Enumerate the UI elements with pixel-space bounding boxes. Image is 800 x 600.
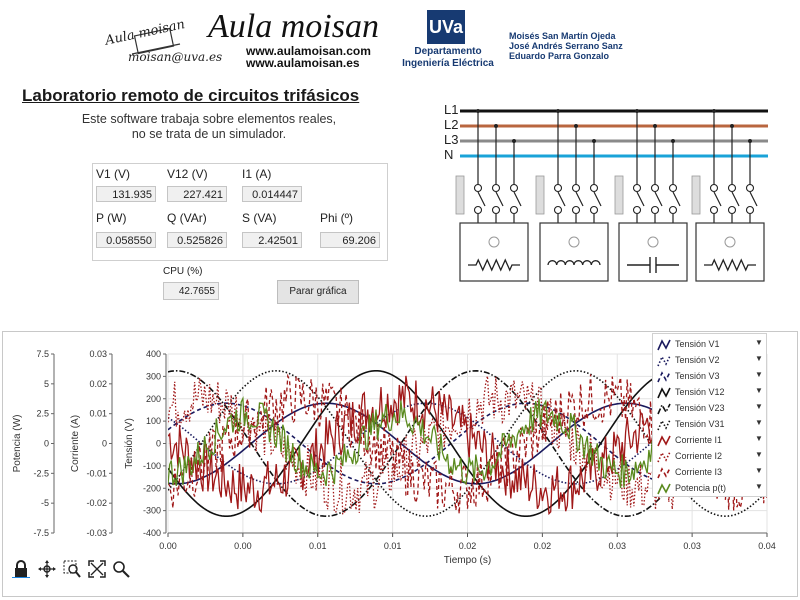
switch-contact <box>729 207 736 214</box>
legend-item[interactable] <box>653 481 766 497</box>
y-tick-label: 400 <box>145 349 161 359</box>
description-line-1: Este software trabaja sobre elementos reales, <box>81 112 337 126</box>
chevron-down-icon[interactable]: ▼ <box>755 370 763 379</box>
fit-icon[interactable] <box>88 560 106 578</box>
y-tick-label: -0.01 <box>86 468 107 479</box>
i1-label: I1 (A) <box>242 167 272 181</box>
x-tick-label: 0.01 <box>308 541 327 551</box>
zoom-icon[interactable] <box>112 560 130 578</box>
load-box-resistor <box>460 223 528 281</box>
legend-label: Tensión V1 <box>675 339 720 349</box>
chevron-down-icon[interactable]: ▼ <box>755 434 763 443</box>
load-branches <box>456 109 764 281</box>
v1-label: V1 (V) <box>96 167 131 181</box>
load-branch-1 <box>456 109 528 281</box>
y-tick-label: -0.02 <box>86 498 107 509</box>
y-tick-label: 0.03 <box>89 349 107 359</box>
legend-item[interactable] <box>653 417 766 433</box>
switch-contact <box>652 185 659 192</box>
x-tick-label: 0.00 <box>159 541 177 551</box>
y-tick-label: 0 <box>101 438 107 449</box>
switch-contact <box>591 207 598 214</box>
legend-swatch <box>656 402 672 416</box>
page-title: Laboratorio remoto de circuitos trifásicos <box>22 86 360 105</box>
legend-item[interactable] <box>653 401 766 417</box>
legend-label: Corriente I1 <box>675 435 723 445</box>
y-tick-label: -0.03 <box>86 528 107 538</box>
switch-contact <box>634 185 641 192</box>
switch-contact <box>555 207 562 214</box>
chevron-down-icon[interactable]: ▼ <box>755 338 763 347</box>
x-axis-label: Tiempo (s) <box>443 555 492 566</box>
legend-label: Tensión V12 <box>675 387 725 397</box>
switch-contact <box>511 185 518 192</box>
logo-script-line1: Aula moisan <box>104 17 187 49</box>
x-tick-label: 0.04 <box>758 541 776 551</box>
department-name: Ingeniería Eléctrica <box>402 58 494 69</box>
uva-logo: UVa <box>427 10 465 44</box>
y-tick-label: 7.5 <box>36 349 49 359</box>
switch-contact <box>573 207 580 214</box>
load-box-inductor <box>540 223 608 281</box>
switch-contact <box>711 185 718 192</box>
legend-swatch <box>656 354 672 368</box>
website-link-com[interactable]: www.aulamoisan.com <box>246 44 371 58</box>
v1-value: 131.935 <box>96 186 156 202</box>
legend-swatch <box>656 450 672 464</box>
cpu-label: CPU (%) <box>163 266 203 277</box>
department-label: Departamento <box>414 46 482 57</box>
chevron-down-icon[interactable]: ▼ <box>755 418 763 427</box>
legend-swatch <box>656 370 672 384</box>
legend-item[interactable] <box>653 385 766 401</box>
author-3: Eduardo Parra Gonzalo <box>509 51 610 61</box>
phi-label: Phi (º) <box>320 211 354 225</box>
legend-label: Corriente I2 <box>675 451 723 461</box>
chevron-down-icon[interactable]: ▼ <box>755 466 763 475</box>
phi-value: 69.206 <box>320 232 380 248</box>
legend-label: Tensión V3 <box>675 371 720 381</box>
y-tick-label: 0.02 <box>89 378 107 389</box>
chart-legend[interactable] <box>652 333 767 497</box>
switch-contact <box>729 185 736 192</box>
y-axis-label: Corriente (A) <box>70 414 81 473</box>
switch-contact <box>634 207 641 214</box>
author-1: Moisés San Martín Ojeda <box>509 31 616 41</box>
switch-contact <box>591 185 598 192</box>
y-tick-label: 300 <box>145 371 161 382</box>
y-tick-label: 100 <box>145 416 161 427</box>
legend-swatch <box>656 386 672 400</box>
s-value: 2.42501 <box>242 232 302 248</box>
chevron-down-icon[interactable]: ▼ <box>755 386 763 395</box>
y-tick-label: 0.01 <box>89 408 107 419</box>
y-tick-label: 200 <box>145 393 161 404</box>
line-n-label: N <box>444 147 454 162</box>
cpu-value: 42.7655 <box>163 282 219 300</box>
legend-item[interactable] <box>653 449 766 465</box>
legend-item[interactable] <box>653 369 766 385</box>
v12-label: V12 (V) <box>167 167 208 181</box>
legend-item[interactable] <box>653 465 766 481</box>
p-label: P (W) <box>96 211 127 225</box>
load-branch-4 <box>692 109 764 281</box>
breaker-handle <box>692 176 700 214</box>
x-tick-label: 0.03 <box>683 541 701 551</box>
website-link-es[interactable]: www.aulamoisan.es <box>246 56 360 70</box>
y-tick-label: -2.5 <box>33 468 49 479</box>
switch-contact <box>493 207 500 214</box>
pan-icon[interactable] <box>38 560 56 578</box>
y-tick-label: -200 <box>142 483 161 494</box>
zoom-rect-icon[interactable] <box>63 560 81 578</box>
load-branch-2 <box>536 109 608 281</box>
brand-title: Aula moisan <box>208 8 379 45</box>
legend-swatch <box>656 418 672 432</box>
x-tick-label: 0.03 <box>608 541 627 551</box>
p-value: 0.058550 <box>96 232 156 248</box>
chevron-down-icon[interactable]: ▼ <box>755 354 763 363</box>
load-box-resistor <box>696 223 764 281</box>
switch-contact <box>511 207 518 214</box>
q-label: Q (VAr) <box>167 211 207 225</box>
lock-icon[interactable] <box>12 560 30 578</box>
breaker-handle <box>536 176 544 214</box>
y-tick-label: -300 <box>142 505 161 516</box>
y-tick-label: 5 <box>43 378 49 389</box>
line-l2-label: L2 <box>444 117 459 132</box>
i1-value: 0.014447 <box>242 186 302 202</box>
y-tick-label: -100 <box>142 460 161 471</box>
load-box-capacitor <box>619 223 687 281</box>
x-tick-label: 0.00 <box>234 541 252 551</box>
line-l3-label: L3 <box>444 132 459 147</box>
indicator-lamp <box>725 237 735 247</box>
chevron-down-icon[interactable]: ▼ <box>755 402 763 411</box>
y-tick-label: -400 <box>142 528 161 538</box>
switch-contact <box>670 207 677 214</box>
switch-contact <box>493 185 500 192</box>
y-axis-label: Potencia (W) <box>12 414 23 473</box>
y-tick-label: 2.5 <box>36 408 49 419</box>
legend-swatch <box>656 466 672 480</box>
legend-label: Tensión V23 <box>675 403 725 413</box>
switch-contact <box>711 207 718 214</box>
description-line-2: no se trata de un simulador. <box>131 127 287 141</box>
x-tick-label: 0.02 <box>533 541 552 551</box>
legend-item[interactable] <box>653 433 766 449</box>
y-tick-label: -7.5 <box>33 528 49 538</box>
switch-contact <box>652 207 659 214</box>
s-label: S (VA) <box>242 211 277 225</box>
indicator-lamp <box>569 237 579 247</box>
legend-swatch <box>656 482 672 496</box>
legend-item[interactable] <box>653 353 766 369</box>
circuit-diagram <box>440 100 770 286</box>
y-tick-label: 0 <box>155 438 161 449</box>
legend-label: Tensión V31 <box>675 419 725 429</box>
legend-label: Corriente I3 <box>675 467 723 477</box>
breaker-handle <box>456 176 464 214</box>
legend-item[interactable] <box>653 337 766 353</box>
switch-contact <box>475 207 482 214</box>
legend-swatch <box>656 434 672 448</box>
v12-value: 227.421 <box>167 186 227 202</box>
load-branch-3 <box>615 109 687 281</box>
switch-contact <box>747 207 754 214</box>
author-2: José Andrés Serrano Sanz <box>509 41 623 51</box>
chevron-down-icon[interactable]: ▼ <box>755 482 763 491</box>
logo-script-line2: moisan@uva.es <box>128 50 223 64</box>
legend-label: Tensión V2 <box>675 355 720 365</box>
y-tick-label: 0 <box>43 438 49 449</box>
x-tick-label: 0.01 <box>383 541 402 551</box>
line-l1-label: L1 <box>444 102 459 117</box>
q-value: 0.525826 <box>167 232 227 248</box>
switch-contact <box>555 185 562 192</box>
legend-swatch <box>656 338 672 352</box>
breaker-handle <box>615 176 623 214</box>
chevron-down-icon[interactable]: ▼ <box>755 450 763 459</box>
y-tick-label: -5 <box>40 498 49 509</box>
switch-contact <box>670 185 677 192</box>
x-tick-label: 0.02 <box>458 541 477 551</box>
y-axis-label: Tensión (V) <box>124 418 135 469</box>
switch-contact <box>475 185 482 192</box>
indicator-lamp <box>489 237 499 247</box>
switch-contact <box>573 185 580 192</box>
indicator-lamp <box>648 237 658 247</box>
switch-contact <box>747 185 754 192</box>
stop-chart-button[interactable]: Parar gráfica <box>277 280 359 304</box>
legend-label: Potencia p(t) <box>675 483 727 493</box>
